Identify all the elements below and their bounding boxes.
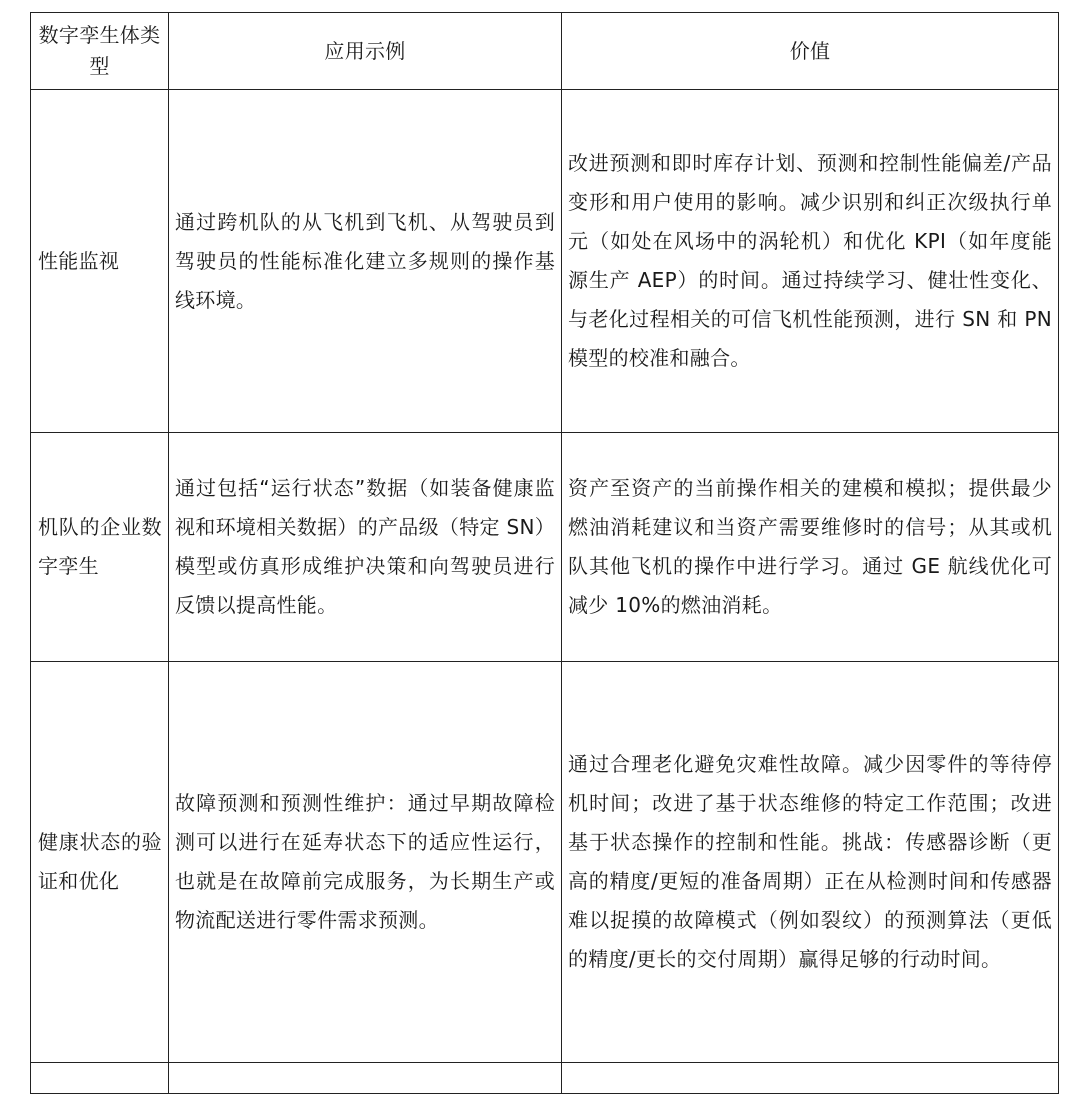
table-row [31,433,1059,662]
header-example: 应用示例 [169,13,562,90]
table-row-partial [31,1063,1059,1094]
row-type-cell: 机队的企业数字孪生 [31,433,169,662]
header-value: 价值 [562,13,1059,90]
digital-twin-table [30,12,1059,1094]
row-type-cell-empty [31,1063,169,1094]
row-value-cell-empty [562,1063,1059,1094]
row-type-cell: 性能监视 [31,90,169,433]
table-row [31,662,1059,1063]
row-value-cell: 通过合理老化避免灾难性故障。减少因零件的等待停机时间；改进了基于状态维修的特定工作范围；改进基于状态操作的控制和性能。挑战：传感器诊断（更高的精度/更短的准备周期）正在从检测时间和传感器难以捉摸的故障模式（例如裂纹）的预测算法（更低的精度/更长的交付周期）赢得足够的行动时间。 [562,662,1059,1063]
row-example-cell: 故障预测和预测性维护：通过早期故障检测可以进行在延寿状态下的适应性运行，也就是在故障前完成服务，为长期生产或物流配送进行零件需求预测。 [169,662,562,1063]
row-example-cell: 通过跨机队的从飞机到飞机、从驾驶员到驾驶员的性能标准化建立多规则的操作基线环境。 [169,90,562,433]
table-header [31,13,1059,90]
row-value-cell: 资产至资产的当前操作相关的建模和模拟；提供最少燃油消耗建议和当资产需要维修时的信号；从其或机队其他飞机的操作中进行学习。通过 GE 航线优化可减少 10%的燃油消耗。 [562,433,1059,662]
header-row [31,13,1059,90]
row-value-cell: 改进预测和即时库存计划、预测和控制性能偏差/产品变形和用户使用的影响。减少识别和纠正次级执行单元（如处在风场中的涡轮机）和优化 KPI（如年度能源生产 AEP）的时间。通过持续学习、健壮性变化、与老化过程相关的可信飞机性能预测，进行 SN 和 PN 模型的校准和融合。 [562,90,1059,433]
row-type-cell: 健康状态的验证和优化 [31,662,169,1063]
table-row [31,90,1059,433]
header-type: 数字孪生体类型 [31,13,169,90]
row-example-cell-empty [169,1063,562,1094]
row-example-cell: 通过包括“运行状态”数据（如装备健康监视和环境相关数据）的产品级（特定 SN）模型或仿真形成维护决策和向驾驶员进行反馈以提高性能。 [169,433,562,662]
table-body [31,90,1059,1094]
